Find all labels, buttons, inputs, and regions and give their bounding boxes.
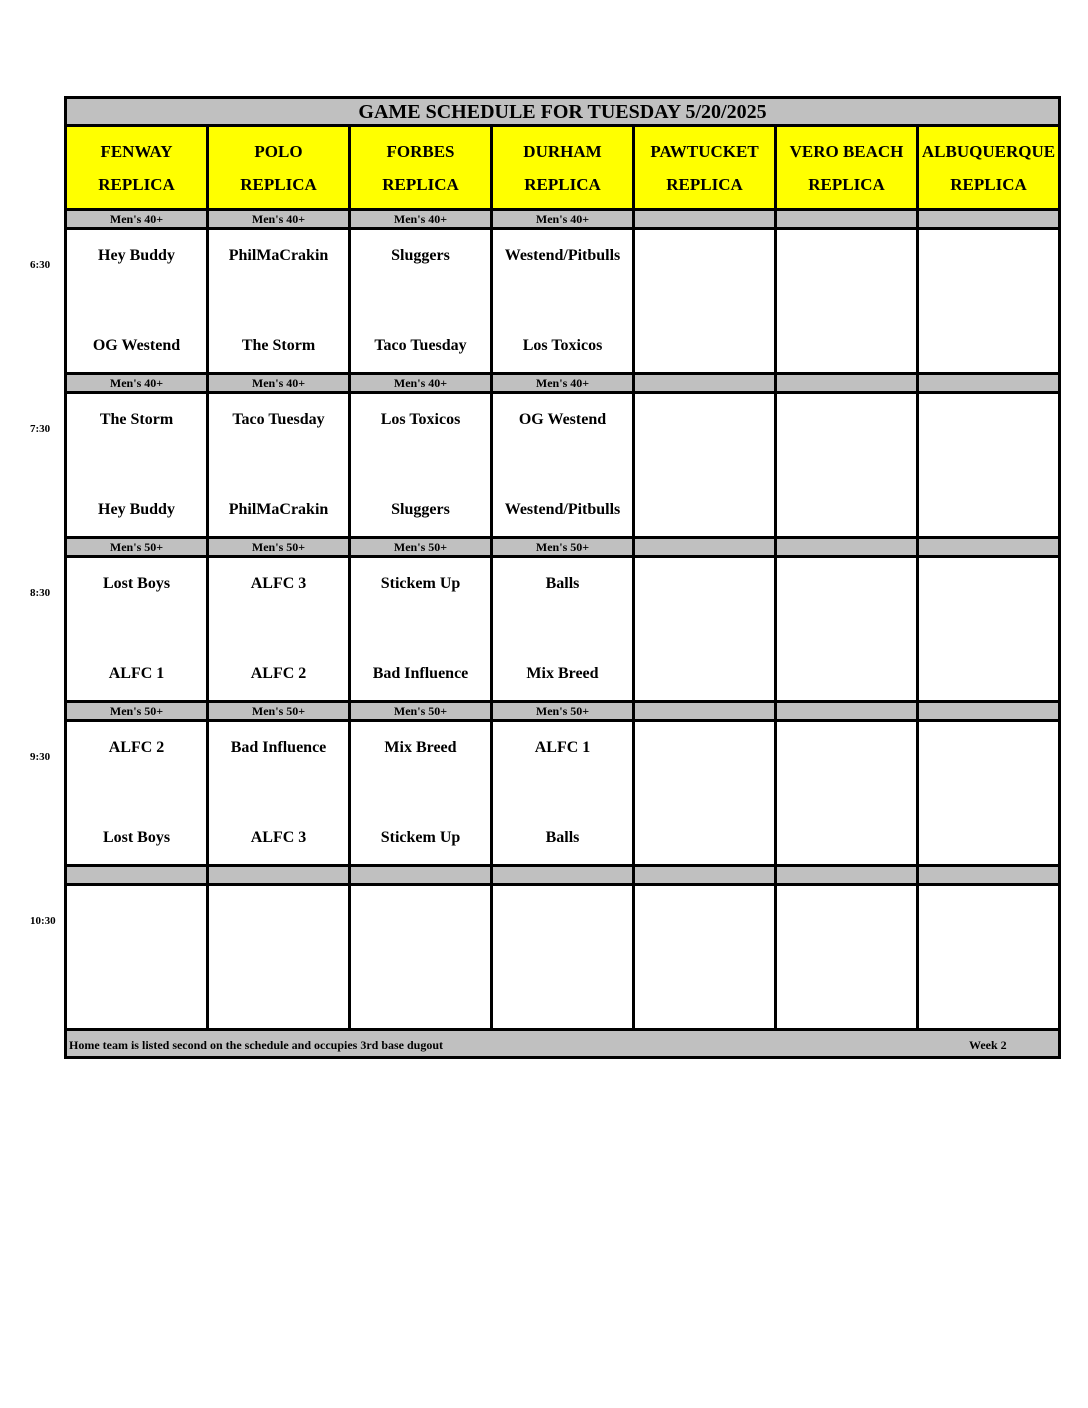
game-slot-row bbox=[66, 557, 1060, 702]
game-cell bbox=[492, 393, 634, 538]
venue-header bbox=[918, 126, 1060, 210]
venue-subtitle: REPLICA bbox=[808, 174, 885, 194]
venue-subtitle: REPLICA bbox=[950, 174, 1027, 194]
game-cell bbox=[66, 393, 208, 538]
matchup bbox=[209, 903, 348, 1011]
game-cell bbox=[776, 393, 918, 538]
division-label bbox=[634, 210, 776, 229]
schedule-footer bbox=[66, 1030, 1060, 1058]
division-label bbox=[634, 538, 776, 557]
game-cell bbox=[634, 229, 776, 374]
matchup bbox=[635, 903, 774, 1011]
division-label bbox=[492, 866, 634, 885]
venue-name: PAWTUCKET bbox=[650, 141, 759, 161]
venue-name: FENWAY bbox=[100, 141, 173, 161]
game-cell bbox=[208, 393, 350, 538]
home-team: Stickem Up bbox=[380, 829, 461, 846]
game-cell bbox=[634, 885, 776, 1030]
away-team: PhilMaCrakin bbox=[228, 247, 329, 264]
division-row bbox=[66, 702, 1060, 721]
division-label: Men's 40+ bbox=[208, 374, 350, 393]
matchup bbox=[209, 247, 348, 355]
division-row bbox=[66, 538, 1060, 557]
time-label: 7:30 bbox=[30, 422, 51, 435]
away-team: Hey Buddy bbox=[98, 247, 175, 264]
time-label: 10:30 bbox=[30, 914, 56, 927]
matchup bbox=[67, 903, 206, 1011]
division-row bbox=[66, 866, 1060, 885]
division-label: Men's 50+ bbox=[208, 538, 350, 557]
game-cell bbox=[776, 557, 918, 702]
game-cell bbox=[492, 229, 634, 374]
home-team: Bad Influence bbox=[372, 665, 469, 682]
home-team: Mix Breed bbox=[526, 665, 599, 682]
division-label bbox=[776, 210, 918, 229]
division-label: Men's 40+ bbox=[66, 374, 208, 393]
matchup bbox=[493, 739, 632, 847]
game-cell bbox=[776, 721, 918, 866]
matchup bbox=[493, 575, 632, 683]
game-cell bbox=[492, 885, 634, 1030]
matchup bbox=[777, 247, 916, 355]
matchup bbox=[493, 903, 632, 1011]
division-label: Men's 50+ bbox=[66, 702, 208, 721]
matchup bbox=[351, 247, 490, 355]
division-label bbox=[776, 374, 918, 393]
matchup bbox=[919, 739, 1058, 847]
matchup bbox=[919, 575, 1058, 683]
division-label: Men's 50+ bbox=[492, 702, 634, 721]
game-cell bbox=[208, 885, 350, 1030]
division-label bbox=[350, 866, 492, 885]
home-team: Balls bbox=[545, 829, 580, 846]
matchup bbox=[67, 575, 206, 683]
game-cell bbox=[918, 721, 1060, 866]
division-label bbox=[66, 866, 208, 885]
home-team: Hey Buddy bbox=[98, 501, 175, 518]
game-cell bbox=[66, 557, 208, 702]
matchup bbox=[493, 411, 632, 519]
division-label: Men's 40+ bbox=[492, 210, 634, 229]
away-team: ALFC 2 bbox=[108, 739, 165, 756]
home-team: Taco Tuesday bbox=[374, 337, 467, 354]
matchup bbox=[67, 247, 206, 355]
home-team: Westend/Pitbulls bbox=[504, 501, 621, 518]
venue-name: DURHAM bbox=[523, 141, 602, 161]
away-team: Taco Tuesday bbox=[232, 411, 325, 428]
division-label: Men's 40+ bbox=[350, 210, 492, 229]
game-cell bbox=[350, 229, 492, 374]
venue-name: VERO BEACH bbox=[789, 141, 904, 161]
away-team: Los Toxicos bbox=[380, 411, 461, 428]
venue-subtitle: REPLICA bbox=[98, 174, 175, 194]
matchup bbox=[209, 411, 348, 519]
matchup bbox=[635, 739, 774, 847]
schedule-title: GAME SCHEDULE FOR TUESDAY 5/20/2025 bbox=[66, 98, 1060, 126]
game-cell bbox=[492, 721, 634, 866]
venue-header bbox=[776, 126, 918, 210]
venue-subtitle: REPLICA bbox=[666, 174, 743, 194]
matchup bbox=[635, 575, 774, 683]
division-row bbox=[66, 210, 1060, 229]
game-cell bbox=[634, 557, 776, 702]
division-label bbox=[918, 374, 1060, 393]
game-schedule-sheet bbox=[64, 96, 1061, 1059]
away-team: Balls bbox=[545, 575, 580, 592]
matchup bbox=[67, 739, 206, 847]
game-cell bbox=[350, 885, 492, 1030]
matchup bbox=[919, 903, 1058, 1011]
division-label: Men's 40+ bbox=[208, 210, 350, 229]
matchup bbox=[351, 411, 490, 519]
venue-header bbox=[634, 126, 776, 210]
home-team: ALFC 3 bbox=[250, 829, 307, 846]
week-label: Week 2 bbox=[969, 1038, 1007, 1052]
away-team: Sluggers bbox=[391, 247, 450, 264]
matchup bbox=[919, 247, 1058, 355]
matchup bbox=[635, 411, 774, 519]
home-team: Sluggers bbox=[391, 501, 450, 518]
matchup bbox=[351, 903, 490, 1011]
time-label: 9:30 bbox=[30, 750, 51, 763]
home-team: Los Toxicos bbox=[522, 337, 603, 354]
game-slot-row bbox=[66, 229, 1060, 374]
game-cell bbox=[918, 557, 1060, 702]
game-cell bbox=[918, 393, 1060, 538]
division-label bbox=[776, 538, 918, 557]
home-team: OG Westend bbox=[92, 337, 181, 354]
venue-header bbox=[208, 126, 350, 210]
away-team: Stickem Up bbox=[380, 575, 461, 592]
division-label: Men's 50+ bbox=[208, 702, 350, 721]
matchup bbox=[209, 575, 348, 683]
away-team: Lost Boys bbox=[102, 575, 171, 592]
division-label: Men's 50+ bbox=[350, 538, 492, 557]
division-label bbox=[918, 866, 1060, 885]
division-label bbox=[776, 702, 918, 721]
division-label: Men's 50+ bbox=[66, 538, 208, 557]
away-team: Bad Influence bbox=[230, 739, 327, 756]
away-team: The Storm bbox=[99, 411, 174, 428]
division-label bbox=[634, 866, 776, 885]
home-team: ALFC 2 bbox=[250, 665, 307, 682]
division-label bbox=[918, 538, 1060, 557]
game-cell bbox=[492, 557, 634, 702]
game-cell bbox=[208, 557, 350, 702]
division-label: Men's 50+ bbox=[350, 702, 492, 721]
matchup bbox=[209, 739, 348, 847]
game-cell bbox=[918, 229, 1060, 374]
division-label bbox=[634, 374, 776, 393]
game-cell bbox=[634, 393, 776, 538]
game-slot-row bbox=[66, 885, 1060, 1030]
division-label: Men's 40+ bbox=[350, 374, 492, 393]
venue-name: ALBUQUERQUE bbox=[921, 141, 1056, 161]
venue-subtitle: REPLICA bbox=[240, 174, 317, 194]
game-cell bbox=[776, 885, 918, 1030]
venue-header bbox=[66, 126, 208, 210]
matchup bbox=[919, 411, 1058, 519]
time-label: 8:30 bbox=[30, 586, 51, 599]
game-cell bbox=[66, 885, 208, 1030]
division-label bbox=[918, 210, 1060, 229]
division-label bbox=[208, 866, 350, 885]
venue-subtitle: REPLICA bbox=[382, 174, 459, 194]
matchup bbox=[493, 247, 632, 355]
game-cell bbox=[66, 229, 208, 374]
time-label: 6:30 bbox=[30, 258, 51, 271]
away-team: Westend/Pitbulls bbox=[504, 247, 621, 264]
venue-header bbox=[492, 126, 634, 210]
matchup bbox=[777, 903, 916, 1011]
home-team: PhilMaCrakin bbox=[228, 501, 329, 518]
game-cell bbox=[66, 721, 208, 866]
venue-name: POLO bbox=[254, 141, 303, 161]
away-team: ALFC 1 bbox=[534, 739, 591, 756]
game-cell bbox=[350, 721, 492, 866]
away-team: ALFC 3 bbox=[250, 575, 307, 592]
matchup bbox=[777, 411, 916, 519]
division-label bbox=[634, 702, 776, 721]
home-team: Lost Boys bbox=[102, 829, 171, 846]
matchup bbox=[351, 739, 490, 847]
division-label: Men's 40+ bbox=[66, 210, 208, 229]
venue-subtitle: REPLICA bbox=[524, 174, 601, 194]
home-team-note: Home team is listed second on the schedule and occupies 3rd base dugout bbox=[69, 1038, 444, 1052]
away-team: Mix Breed bbox=[384, 739, 457, 756]
game-slot-row bbox=[66, 721, 1060, 866]
game-slot-row bbox=[66, 393, 1060, 538]
matchup bbox=[351, 575, 490, 683]
matchup bbox=[777, 739, 916, 847]
game-cell bbox=[208, 229, 350, 374]
game-cell bbox=[208, 721, 350, 866]
home-team: The Storm bbox=[241, 337, 316, 354]
away-team: OG Westend bbox=[518, 411, 607, 428]
division-label bbox=[776, 866, 918, 885]
game-cell bbox=[634, 721, 776, 866]
division-row bbox=[66, 374, 1060, 393]
matchup bbox=[635, 247, 774, 355]
game-cell bbox=[918, 885, 1060, 1030]
game-cell bbox=[350, 393, 492, 538]
division-label bbox=[918, 702, 1060, 721]
game-cell bbox=[350, 557, 492, 702]
venue-name: FORBES bbox=[386, 141, 455, 161]
matchup bbox=[777, 575, 916, 683]
schedule-table bbox=[64, 96, 1061, 1059]
home-team: ALFC 1 bbox=[108, 665, 165, 682]
matchup bbox=[67, 411, 206, 519]
division-label: Men's 40+ bbox=[492, 374, 634, 393]
game-cell bbox=[776, 229, 918, 374]
division-label: Men's 50+ bbox=[492, 538, 634, 557]
venue-header bbox=[350, 126, 492, 210]
